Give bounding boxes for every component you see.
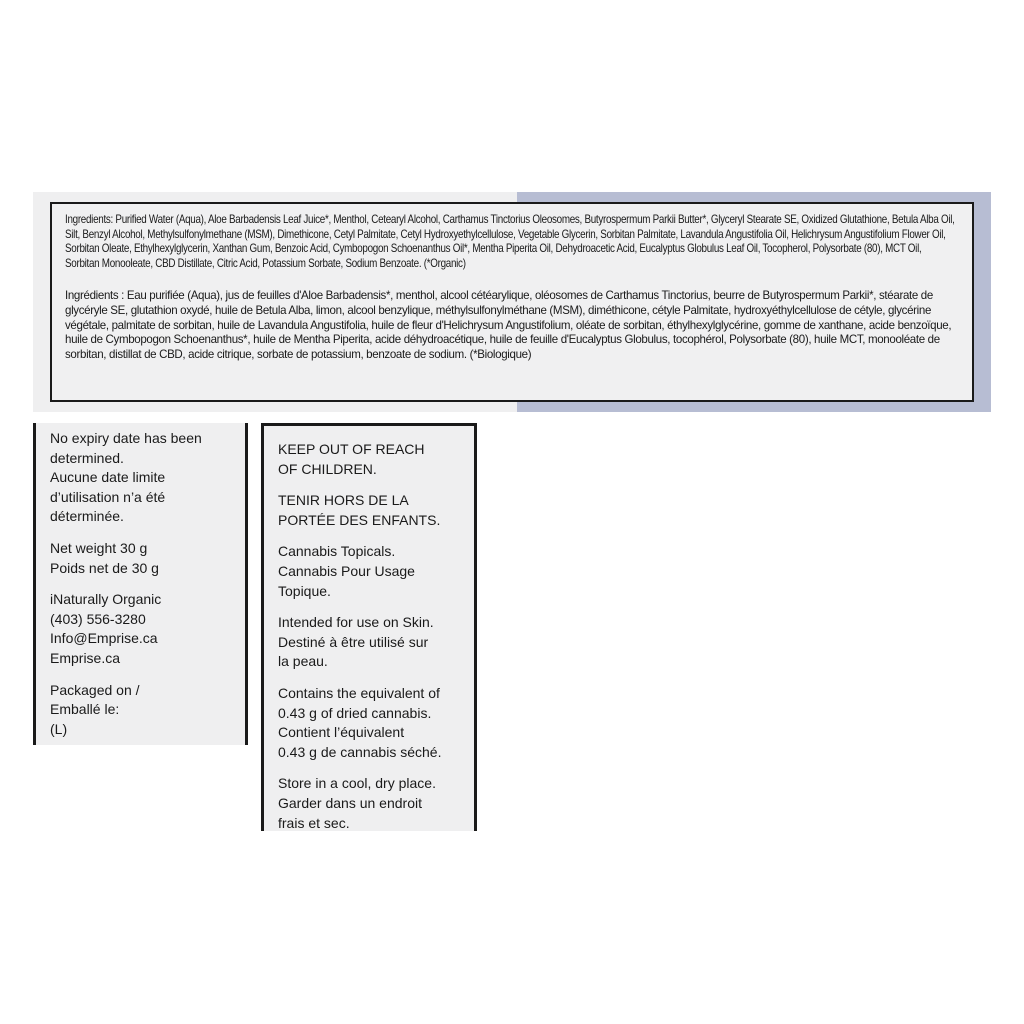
cannabis-equivalent: [278, 684, 474, 762]
text-line: déterminée.: [50, 508, 124, 525]
ingredients-english: Ingredients: Purified Water (Aqua), Aloe Barbadensis Leaf Juice*, Menthol, Cetearyl Alcohol, Carthamus Tinctorius Oleosomes, Butyrospermum Parkii Butter*, Glyceryl Stearate SE, Oxidized Glutathione, Betula Alba Oil, Silt, Benzyl Alcohol, Methylsulfonylmethane (MSM), Dimethicone, Cetyl Palmitate, Cetyl Hydroxyethylcellulose, Vegetable Glycerin, Sorbitan Palmitate, Lavandula Angustifolia Oil, Helichrysum Angustifolium Flower Oil, Sorbitan Oleate, Ethylhexylglycerin, Xanthan Gum, Benzoic Acid, Cymbopogon Schoenanthus Oil*, Mentha Piperita Oil, Dehydroacetic Acid, Eucalyptus Globulus Leaf Oil, Tocopherol, Polysorbate (80), MCT Oil, Sorbitan Monooleate, CBD Distillate, Citric Acid, Potassium Sorbate, Sodium Benzoate. (*Organic): [65, 212, 955, 270]
company-contact: [50, 590, 245, 668]
packaged-on: [50, 681, 245, 740]
text-line: Garder dans un endroit: [278, 794, 422, 811]
keep-out-english: [278, 440, 474, 479]
text-line: frais et sec.: [278, 814, 350, 831]
text-line: Intended for use on Skin.: [278, 614, 434, 631]
company-name: iNaturally Organic: [50, 591, 162, 608]
text-line: Cannabis Pour Usage: [278, 562, 415, 579]
text-line: No expiry date has been: [50, 430, 202, 446]
text-line: OF CHILDREN.: [278, 460, 377, 477]
text-line: TENIR HORS DE LA: [278, 492, 409, 509]
company-website: Emprise.ca: [50, 649, 121, 666]
text-line: Cannabis Topicals.: [278, 543, 396, 560]
text-line: Packaged on /: [50, 681, 140, 698]
ingredients-box: [50, 202, 974, 402]
text-line: Aucune date limite: [50, 469, 166, 486]
text-line: Topique.: [278, 582, 331, 599]
text-line: Store in a cool, dry place.: [278, 775, 436, 792]
net-weight: [50, 539, 245, 578]
text-line: Destiné à être utilisé sur: [278, 633, 429, 650]
lot-code: (L): [50, 720, 68, 737]
text-line: d’utilisation n’a été: [50, 488, 166, 505]
text-line: la peau.: [278, 653, 328, 670]
text-line: Contains the equivalent of: [278, 684, 440, 701]
text-line: Poids net de 30 g: [50, 559, 159, 576]
storage-instructions: [278, 774, 474, 833]
company-email: Info@Emprise.ca: [50, 630, 158, 647]
text-line: Emballé le:: [50, 701, 120, 718]
text-line: 0.43 g de cannabis séché.: [278, 743, 442, 760]
company-phone: (403) 556-3280: [50, 610, 146, 627]
text-line: PORTÉE DES ENFANTS.: [278, 511, 441, 528]
product-info-panel: [33, 423, 248, 745]
text-line: Net weight 30 g: [50, 539, 148, 556]
expiry-notice: [50, 429, 245, 527]
product-category: [278, 542, 474, 601]
text-line: KEEP OUT OF REACH: [278, 441, 425, 457]
text-line: Contient l’équivalent: [278, 724, 405, 741]
keep-out-french: [278, 491, 474, 530]
ingredients-french: Ingrédients : Eau purifiée (Aqua), jus de feuilles d'Aloe Barbadensis*, menthol, alcool cétéarylique, oléosomes de Carthamus Tinctorius, beurre de Butyrospermum Parkii*, stéarate de glycéryle SE, glutathion oxydé, huile de Betula Alba, limon, alcool benzylique, méthylsulfonylméthane (MSM), diméthicone, cétyle Palmitate, hydroxyéthylcellulose de cétyle, glycérine végétale, palmitate de sorbitan, huile de Lavandula Angustifolia, huile de fleur d'Helichrysum Angustifolium, oléate de sorbitan, éthylhexylglycérine, gomme de xanthane, acide benzoïque, huile de Cymbopogon Schoenanthus*, huile de Mentha Piperita, acide déhydroacétique, huile de feuille d'Eucalyptus Globulus, tocophérol, Polysorbate (80), huile MCT, monooléate de sorbitan, distillat de CBD, acide citrique, sorbate de potassium, benzoate de sodium. (*Biologique): [65, 288, 952, 361]
warnings-panel: [261, 423, 477, 831]
text-line: determined.: [50, 449, 124, 466]
intended-use: [278, 613, 474, 672]
text-line: 0.43 g of dried cannabis.: [278, 704, 432, 721]
